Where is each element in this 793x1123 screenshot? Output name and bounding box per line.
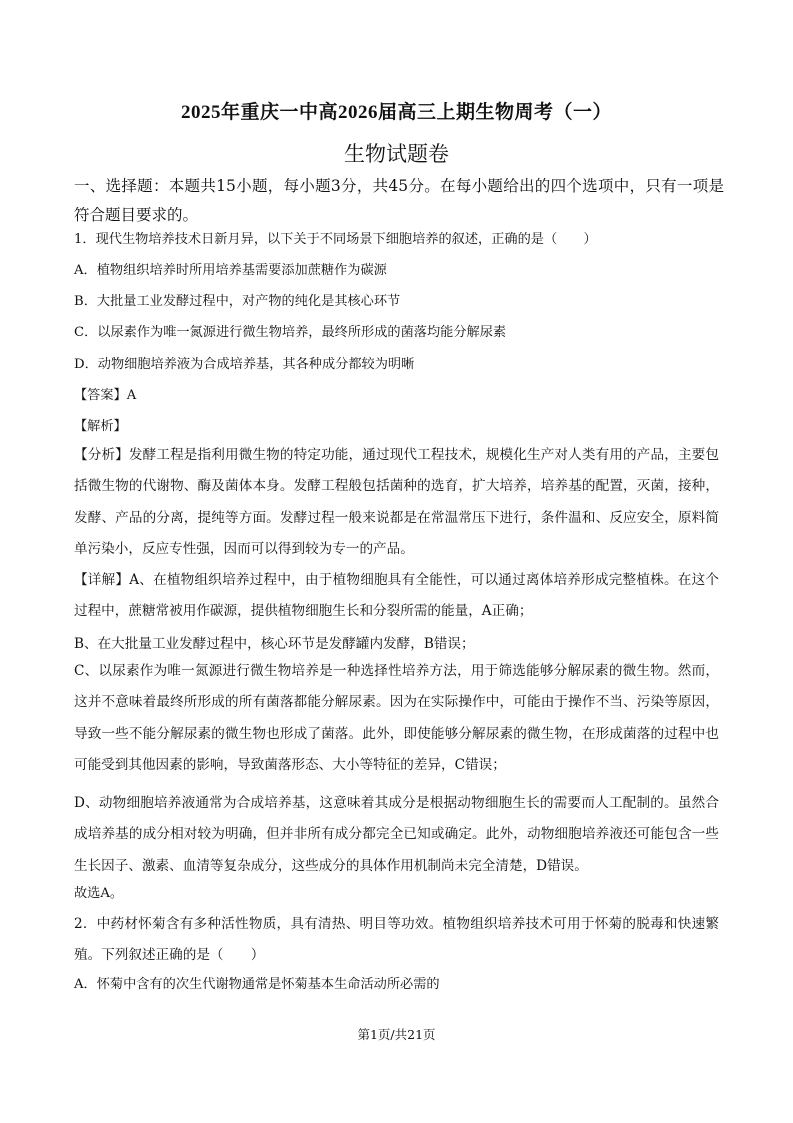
question-1-stem: 1．现代生物培养技术日新月异，以下关于不同场景下细胞培养的叙述，正确的是（ ） [74, 232, 597, 247]
question-1-xiangjie-c: C、以尿素作为唯一氮源进行微生物培养是一种选择性培养方法，用于筛选能够分解尿素的微生物。然而，这并不意味着最终所形成的所有菌落都能分解尿素。因为在实际操作中，可能由于操作不当、污染等原因，导致一些不能分解尿素的微生物也形成了菌落。此外，即使能够分解尿素的微生物，在形成菌落的过程中也可能受到其他因素的影响，导致菌落形态、大小等特征的差异，C错误； [74, 663, 719, 773]
exam-subtitle: 生物试题卷 [344, 142, 449, 166]
exam-title: 2025年重庆一中高2026届高三上期生物周考（一） [180, 102, 612, 123]
question-1-option-a: A．植物组织培养时所用培养基需要添加蔗糖作为碳源 [74, 263, 387, 278]
question-1-option-d: D．动物细胞培养液为合成培养基，其各种成分都较为明晰 [74, 357, 415, 372]
question-1-xiangjie-b: B、在大批量工业发酵过程中，核心环节是发酵罐内发酵，B错误； [74, 636, 475, 652]
question-1-fenxi: 【分析】发酵工程是指利用微生物的特定功能，通过现代工程技术，规模化生产对人类有用的产品，主要包括微生物的代谢物、酶及菌体本身。发酵工程般包括菌种的选育，扩大培养，培养基的配置，灭菌，接种，发酵、产品的分离，提纯等方面。发酵过程一般来说都是在常温常压下进行，条件温和、反应安全，原料简单污染小，反应专性强，因而可以得到较为专一的产品。 [74, 447, 719, 557]
question-1-option-c: C．以尿素作为唯一氮源进行微生物培养，最终所形成的菌落均能分解尿素 [74, 325, 507, 340]
question-2-option-a: A．怀菊中含有的次生代谢物通常是怀菊基本生命活动所必需的 [74, 977, 440, 992]
question-1-analysis-label: 【解析】 [74, 419, 127, 434]
question-1-answer: 【答案】A [74, 388, 137, 403]
question-2-stem: 2．中药材怀菊含有多种活性物质，具有清热、明目等功效。植物组织培养技术可用于怀菊的脱毒和快速繁殖。下列叙述正确的是（ ） [74, 916, 719, 964]
question-1-conclusion: 故选A。 [74, 886, 124, 901]
page-number: 第1页/共21页 [357, 1027, 436, 1042]
section-heading: 一、选择题：本题共15小题，每小题3分，共45分。在每小题给出的四个选项中，只有一项是符合题目要求的。 [74, 177, 724, 224]
question-1-xiangjie-a: 【详解】A、在植物组织培养过程中，由于植物细胞具有全能性，可以通过离体培养形成完整植株。在这个过程中，蔗糖常被用作碳源，提供植物细胞生长和分裂所需的能量，A正确； [74, 572, 719, 620]
question-1-xiangjie-d: D、动物细胞培养液通常为合成培养基，这意味着其成分是根据动物细胞生长的需要而人工配制的。虽然合成培养基的成分相对较为明确，但并非所有成分都完全已知或确定。此外，动物细胞培养液还可能包含一些生长因子、激素、血清等复杂成分，这些成分的具体作用机制尚未完全清楚，D错误。 [74, 795, 719, 874]
question-1-option-b: B．大批量工业发酵过程中，对产物的纯化是其核心环节 [74, 294, 401, 309]
